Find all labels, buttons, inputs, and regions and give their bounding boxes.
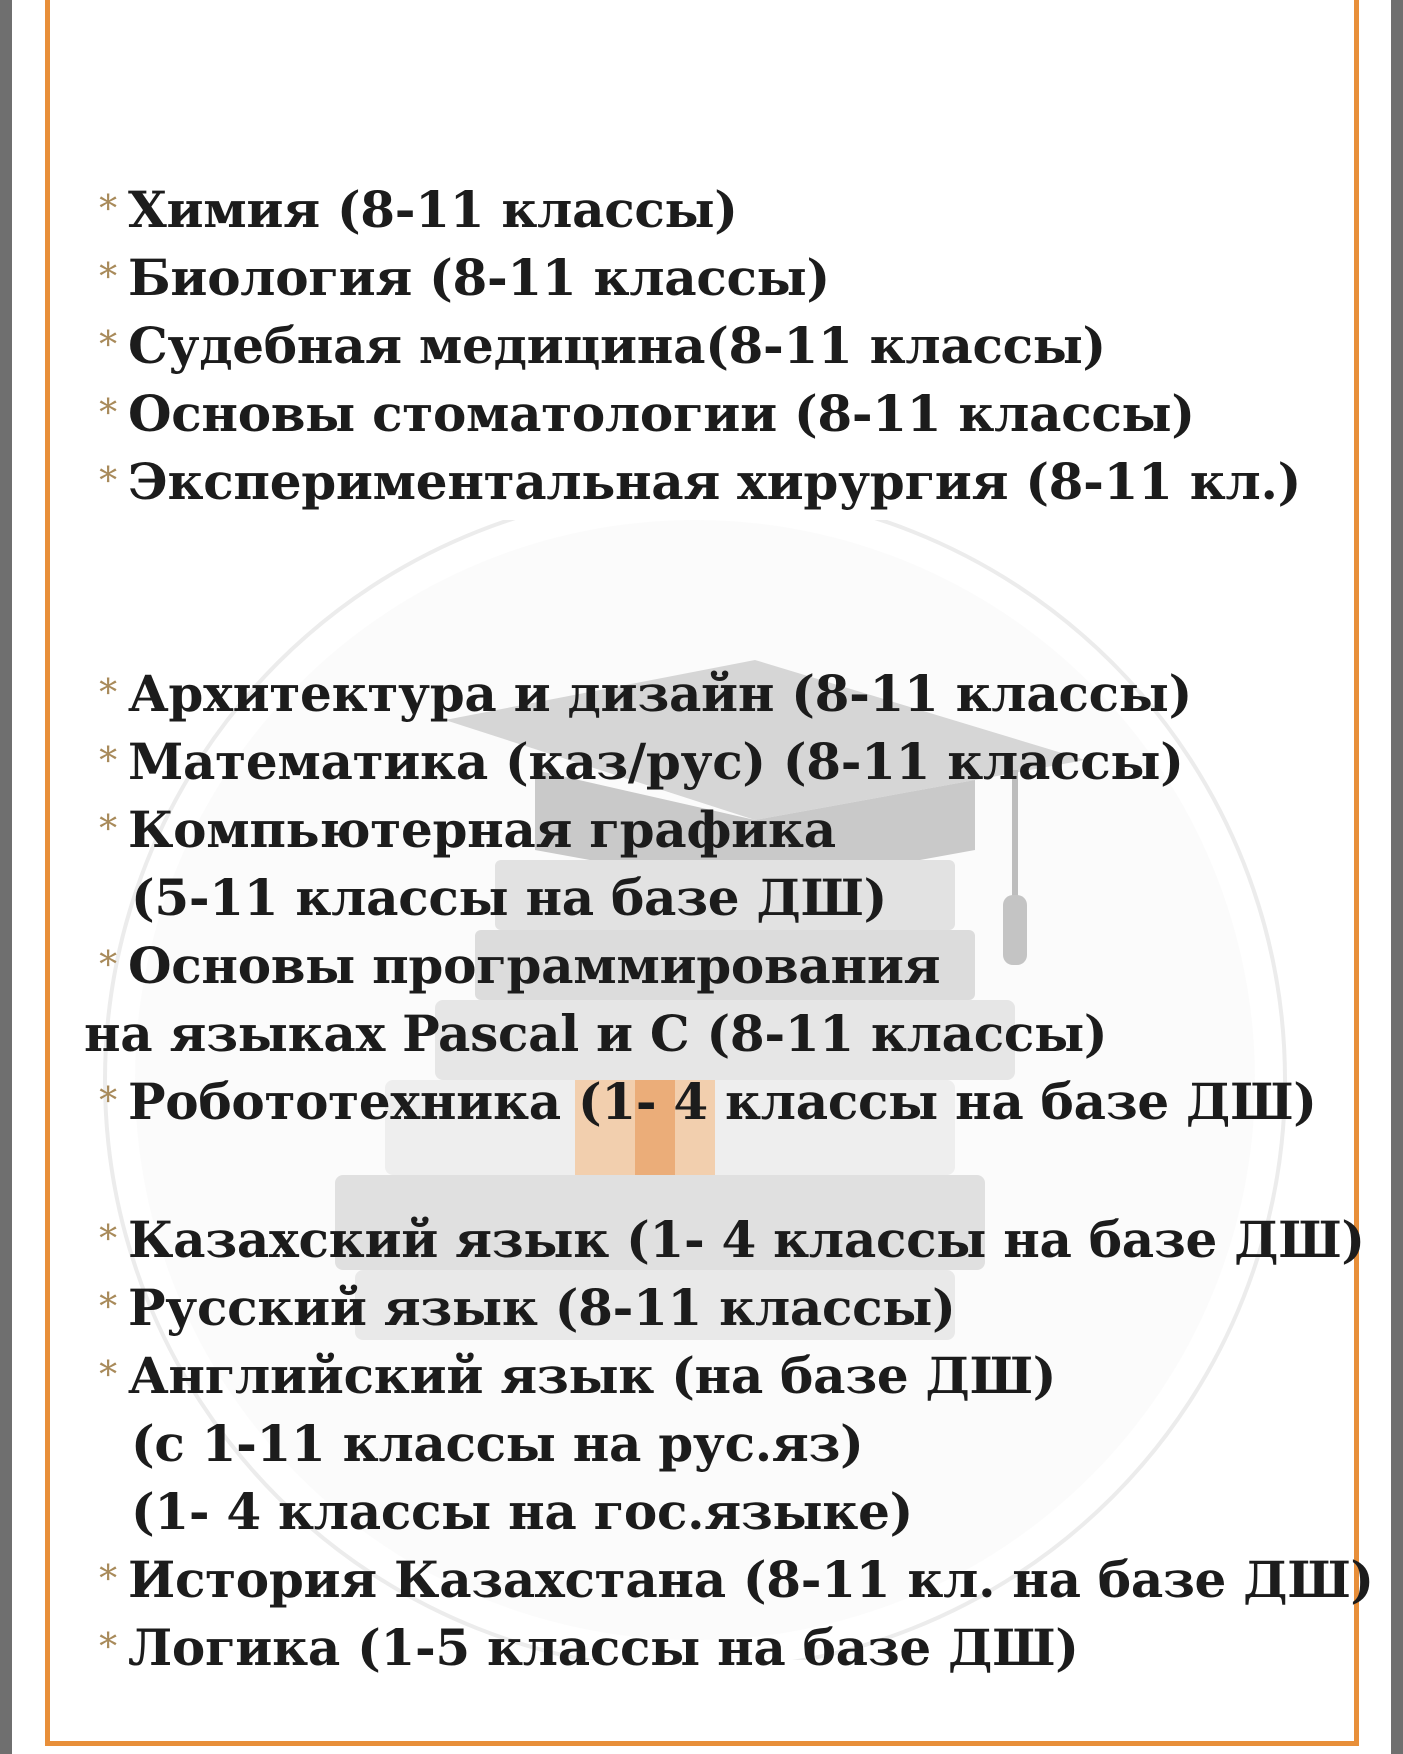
asterisk-icon: * [99,741,117,782]
asterisk-icon: * [99,1627,117,1668]
asterisk-icon: * [99,189,117,230]
asterisk-icon: * [99,673,117,714]
asterisk-icon: * [99,325,117,366]
list-item-chemistry: * Химия (8-11 классы) [0,180,738,240]
list-item-architecture: * Архитектура и дизайн (8-11 классы) [0,664,1192,724]
asterisk-icon: * [99,257,117,298]
list-item-english-note-state: (1- 4 классы на гос.языке) [131,1482,913,1541]
list-item-experimental-surgery: * Экспериментальная хирургия (8-11 кл.) [0,452,1301,512]
list-item-robotics: * Робототехника (1- 4 классы на базе ДШ) [0,1072,1317,1132]
asterisk-icon: * [99,1287,117,1328]
list-item-programming-note: на языках Pascal и С (8-11 классы) [84,1004,1108,1063]
list-item-english-language: * Английский язык (на базе ДШ) [0,1346,1056,1406]
asterisk-icon: * [99,1219,117,1260]
asterisk-icon: * [99,945,117,986]
list-item-computer-graphics-note: (5-11 классы на базе ДШ) [131,868,887,927]
asterisk-icon: * [99,1081,117,1122]
list-item-dentistry: * Основы стоматологии (8-11 классы) [0,384,1195,444]
list-item-computer-graphics: * Компьютерная графика [0,800,836,860]
asterisk-icon: * [99,1559,117,1600]
list-item-history-kazakhstan: * История Казахстана (8-11 кл. на базе ДШ) [0,1550,1374,1610]
asterisk-icon: * [99,809,117,850]
asterisk-icon: * [99,393,117,434]
list-item-russian-language: * Русский язык (8-11 классы) [0,1278,955,1338]
list-item-english-note-russian: (с 1-11 классы на рус.яз) [131,1414,864,1473]
list-item-kazakh-language: * Казахский язык (1- 4 классы на базе ДШ) [0,1210,1365,1270]
list-item-forensic-medicine: * Судебная медицина(8-11 классы) [0,316,1106,376]
asterisk-icon: * [99,461,117,502]
list-item-biology: * Биология (8-11 классы) [0,248,830,308]
list-item-mathematics: * Математика (каз/рус) (8-11 классы) [0,732,1184,792]
asterisk-icon: * [99,1355,117,1396]
list-item-logic: * Логика (1-5 классы на базе ДШ) [0,1618,1079,1678]
list-item-programming: * Основы программирования [0,936,940,996]
